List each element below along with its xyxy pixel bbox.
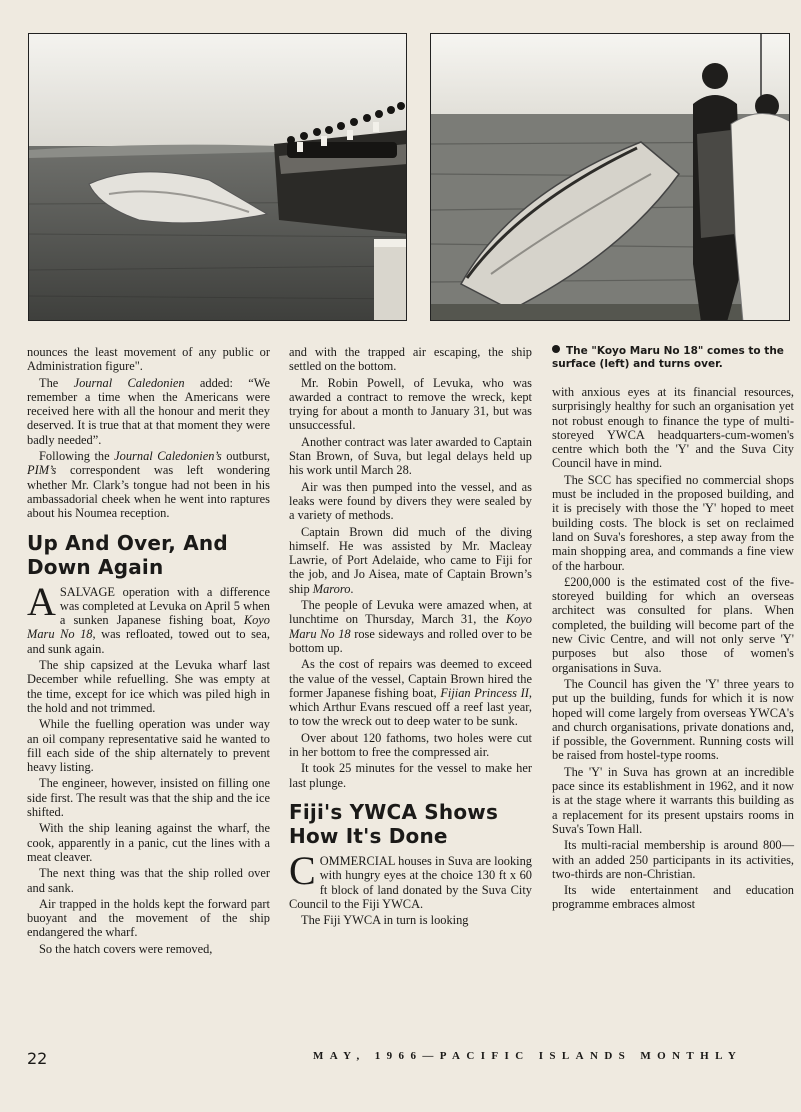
photo-capsized-hull-wharf — [28, 33, 407, 321]
paragraph: The people of Levuka were amazed when, at lunchtime on Thursday, March 31, the Koyo Maru No 18 rose sideways and rolled over to be bottom up. — [289, 598, 532, 655]
caption-text: The "Koyo Maru No 18" comes to the surface (left) and turns over. — [552, 345, 784, 370]
paragraph: £200,000 is the estimated cost of the five-storeyed building for which an overseas architect was consulted for plans. When completed, the building will become part of the new Civic Centre, and will not only serve 'Y' purposes but also those of women's organisations in Suva. — [552, 574, 794, 675]
paragraph: The next thing was that the ship rolled over and sank. — [27, 866, 270, 895]
column-2 — [289, 345, 532, 929]
bullet-icon — [552, 345, 560, 353]
photo-left-graphic — [29, 34, 407, 321]
paragraph: With the ship leaning against the wharf, the cook, apparently in a panic, cut the lines with a meat cleaver. — [27, 821, 270, 864]
paragraph: The SCC has specified no commercial shops must be included in the proposed building, and it is precisely with those the 'Y' hoped to meet building costs. The block is set on reclaimed land on Suva's foreshores, a step away from the main shopping area, and commands a fine view of the harbour. — [552, 472, 794, 573]
paragraph: The ship capsized at the Levuka wharf last December while refuelling. She was empty at the time, except for ice which was piled high in the hold and not trimmed. — [27, 658, 270, 715]
paragraph: Another contract was later awarded to Captain Stan Brown, of Suva, but legal delays held up his work until March 28. — [289, 434, 532, 478]
paragraph: Captain Brown did much of the diving himself. He was assisted by Mr. Macleay Lawrie, of Port Adelaide, who came to Fiji for the job, and Jo Aisea, mate of Captain Brown’s ship Maroro. — [289, 524, 532, 596]
page-footer — [27, 1046, 795, 1068]
column-3 — [552, 345, 794, 914]
paragraph-lead: ASALVAGE operation with a difference was completed at Levuka on April 5 when a sunken Japanese fishing boat, Koyo Maru No 18, was refloated, towed out to sea, and sunk again. — [27, 578, 270, 656]
paragraph: Following the Journal Caledonien’s outburst, PIM’s correspondent was left wondering whether Mr. Clark’s tongue had not been in his ambassadorial cheek when he went into raptures about his Noumea reception. — [27, 449, 271, 521]
paragraph: Its wide entertainment and education programme embraces almost — [552, 883, 794, 912]
photo-hull-turning-over — [430, 33, 790, 321]
paragraph: Its multi-racial membership is around 800—with an added 250 participants in its activities, two-thirds are non-Christian. — [552, 838, 794, 881]
paragraph: It took 25 minutes for the vessel to make her last plunge. — [289, 761, 532, 790]
paragraph: nounces the least movement of any public or Administration figure". — [27, 345, 270, 374]
paragraph-lead — [289, 847, 532, 911]
paragraph: with anxious eyes at its financial resources, surprisingly healthy for such an organisation yet not robust enough to finance the type of multi-storeyed YWCA headquarters-cum-women's centre which both the 'Y' and the Suva City Council have in mind. — [552, 385, 794, 471]
paragraph: The 'Y' in Suva has grown at an incredible pace since its establishment in 1962, and it now is at the stage where it warrants this building as a replacement for its present upstairs rooms in Suva's Town Hall. — [552, 764, 794, 836]
paragraph: The engineer, however, insisted on filling one side first. The result was that the ship and the ice shifted. — [27, 776, 270, 820]
paragraph: The Council has given the 'Y' three years to put up the building, funds for which it is now hoped will come largely from overseas YWCA's and church organisations, private donations and, if possible, the Government. Running costs will be raised from hostel-type rooms. — [552, 676, 794, 763]
paragraph: The Fiji YWCA in turn is looking — [301, 913, 469, 928]
paragraph: Mr. Robin Powell, of Levuka, who was awarded a contract to remove the wreck, kept trying for about a month to January 31, but was unsuccessful. — [289, 375, 532, 433]
paragraph: Over about 120 fathoms, two holes were cut in her bottom to free the compressed air. — [289, 730, 532, 760]
paragraph: Air trapped in the holds kept the forward part buoyant and the movement of the ship endangered the wharf. — [27, 896, 270, 940]
paragraph: As the cost of repairs was deemed to exceed the value of the vessel, Captain Brown hired the former Japanese fishing boat, Fijian Princess II, which Arthur Evans rescued off a reef last year, to tow the wreck out to deep water to be sunk. — [289, 657, 533, 729]
running-title: MAY, 1966—PACIFIC ISLANDS MONTHLY — [313, 1050, 743, 1062]
column-1 — [27, 345, 270, 958]
lead-text: OMMERCIAL houses in Suva are looking with hungry eyes at the choice 130 ft x 60 ft block of land donated by the Suva City Council to the Fiji YWCA. — [289, 853, 532, 911]
headline-fiji-ywca: Fiji's YWCA Shows How It's Done — [289, 799, 499, 848]
headline-up-and-over: Up And Over, And Down Again — [27, 530, 228, 579]
paragraph: Air was then pumped into the vessel, and as leaks were found by divers they were sealed by a variety of methods. — [289, 479, 532, 523]
page-number: 22 — [27, 1049, 48, 1068]
dropcap: C — [289, 847, 316, 893]
dropcap: A — [27, 578, 56, 624]
paragraph: While the fuelling operation was under way an oil company representative said he wanted to fill each side of the ship alternately to prevent heavy listing. — [27, 717, 270, 775]
paragraph: The Journal Caledonien added: “We remember a time when the Americans were received here with all the honour and merit they deserved. It is true that at that moment they were badly needed”. — [27, 375, 270, 447]
paragraph: So the hatch covers were removed, — [39, 941, 213, 956]
paragraph: and with the trapped air escaping, the ship settled on the bottom. — [289, 345, 532, 374]
photo-caption — [552, 345, 794, 371]
photo-right-graphic — [431, 34, 790, 321]
